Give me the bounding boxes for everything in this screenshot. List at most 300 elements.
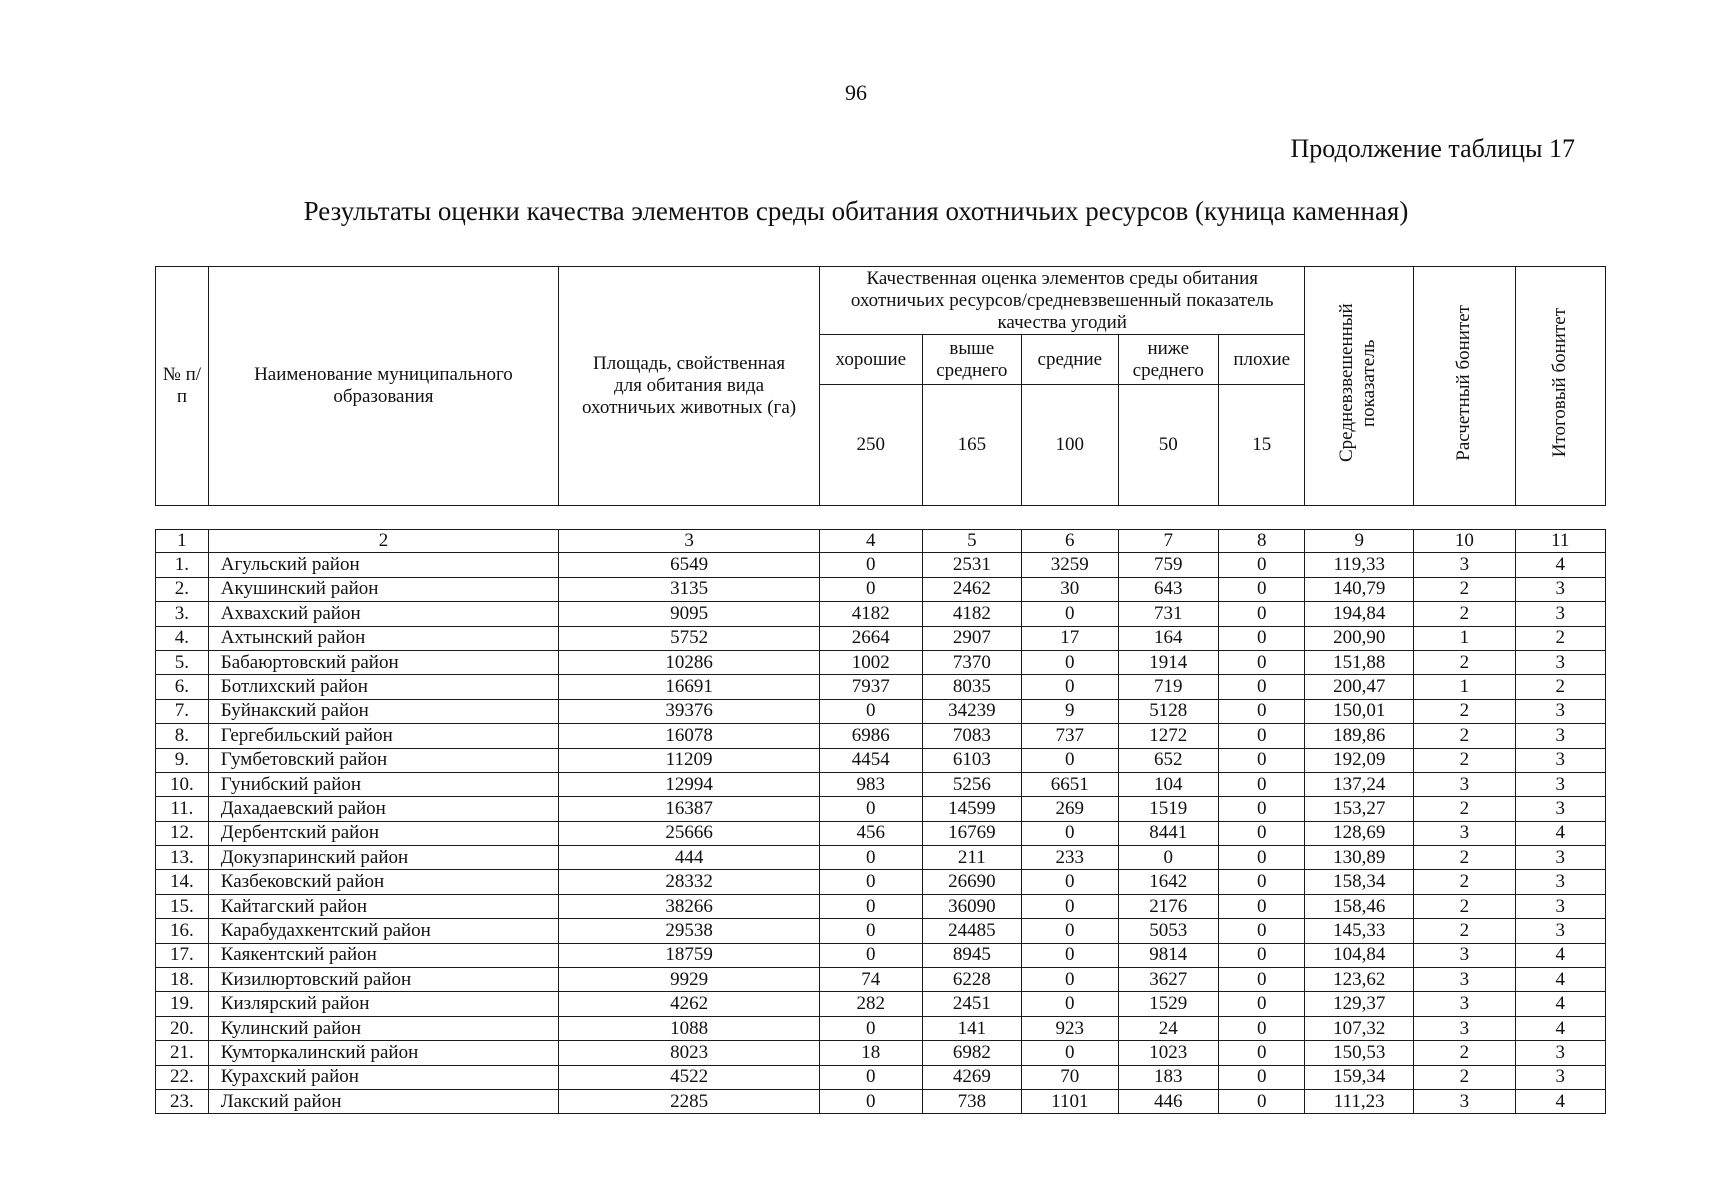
bad-area: 0 — [1219, 1016, 1305, 1040]
table-row — [156, 846, 1606, 870]
final-bonitet: 3 — [1515, 699, 1605, 723]
above-average-area: 2907 — [922, 626, 1022, 650]
weighted-index: 194,84 — [1305, 602, 1414, 626]
final-bonitet: 3 — [1515, 650, 1605, 674]
municipality-name: Кизилюртовский район — [208, 968, 558, 992]
table-row — [156, 919, 1606, 943]
municipality-name: Дербентский район — [208, 821, 558, 845]
table-row — [156, 748, 1606, 772]
calculated-bonitet: 2 — [1414, 919, 1516, 943]
habitat-area: 28332 — [559, 870, 820, 894]
calculated-bonitet: 3 — [1414, 968, 1516, 992]
column-number: 8 — [1219, 530, 1305, 553]
average-area: 0 — [1022, 894, 1118, 918]
below-average-area: 652 — [1118, 748, 1219, 772]
bad-area: 0 — [1219, 846, 1305, 870]
column-number: 3 — [559, 530, 820, 553]
table-row — [156, 772, 1606, 796]
final-bonitet: 3 — [1515, 870, 1605, 894]
below-average-area: 5128 — [1118, 699, 1219, 723]
table-row — [156, 699, 1606, 723]
header-above-average: выше среднего — [922, 335, 1022, 385]
habitat-area: 38266 — [559, 894, 820, 918]
weighted-index: 150,53 — [1305, 1041, 1414, 1065]
good-area: 0 — [820, 577, 923, 601]
below-average-area: 1023 — [1118, 1041, 1219, 1065]
average-area: 0 — [1022, 821, 1118, 845]
row-number: 18. — [156, 968, 209, 992]
municipality-name: Ахвахский район — [208, 602, 558, 626]
good-area: 4182 — [820, 602, 923, 626]
good-area: 6986 — [820, 724, 923, 748]
final-bonitet: 4 — [1515, 821, 1605, 845]
below-average-area: 164 — [1118, 626, 1219, 650]
row-number: 23. — [156, 1089, 209, 1113]
table-row — [156, 577, 1606, 601]
header-name: Наименование муниципального образования — [208, 267, 558, 506]
table-row — [156, 943, 1606, 967]
bad-area: 0 — [1219, 553, 1305, 577]
weighted-index: 104,84 — [1305, 943, 1414, 967]
bad-area: 0 — [1219, 797, 1305, 821]
table-row — [156, 675, 1606, 699]
table-row — [156, 626, 1606, 650]
habitat-area: 1088 — [559, 1016, 820, 1040]
average-area: 0 — [1022, 748, 1118, 772]
calculated-bonitet: 3 — [1414, 1016, 1516, 1040]
habitat-area: 6549 — [559, 553, 820, 577]
table-row — [156, 1016, 1606, 1040]
good-area: 0 — [820, 797, 923, 821]
row-number: 14. — [156, 870, 209, 894]
below-average-area: 643 — [1118, 577, 1219, 601]
header-area: Площадь, свойственная для обитания вида охотничьих животных (га) — [559, 267, 820, 506]
final-bonitet: 4 — [1515, 968, 1605, 992]
calculated-bonitet: 2 — [1414, 650, 1516, 674]
good-area: 0 — [820, 870, 923, 894]
average-area: 737 — [1022, 724, 1118, 748]
table-row — [156, 894, 1606, 918]
weighted-index: 151,88 — [1305, 650, 1414, 674]
below-average-area: 8441 — [1118, 821, 1219, 845]
good-area: 282 — [820, 992, 923, 1016]
weighted-index: 123,62 — [1305, 968, 1414, 992]
bad-area: 0 — [1219, 870, 1305, 894]
row-number: 5. — [156, 650, 209, 674]
table-row — [156, 968, 1606, 992]
habitat-area: 25666 — [559, 821, 820, 845]
row-number: 7. — [156, 699, 209, 723]
bad-area: 0 — [1219, 699, 1305, 723]
habitat-area: 10286 — [559, 650, 820, 674]
habitat-area: 16078 — [559, 724, 820, 748]
municipality-name: Ахтынский район — [208, 626, 558, 650]
above-average-area: 2451 — [922, 992, 1022, 1016]
average-area: 6651 — [1022, 772, 1118, 796]
below-average-area: 104 — [1118, 772, 1219, 796]
below-average-area: 3627 — [1118, 968, 1219, 992]
municipality-name: Лакский район — [208, 1089, 558, 1113]
weighted-index: 129,37 — [1305, 992, 1414, 1016]
calculated-bonitet: 2 — [1414, 797, 1516, 821]
above-average-area: 24485 — [922, 919, 1022, 943]
column-number: 1 — [156, 530, 209, 553]
below-average-area: 9814 — [1118, 943, 1219, 967]
row-number: 4. — [156, 626, 209, 650]
header-num: № п/п — [156, 267, 209, 506]
bad-area: 0 — [1219, 577, 1305, 601]
final-bonitet: 3 — [1515, 602, 1605, 626]
row-number: 9. — [156, 748, 209, 772]
row-number: 19. — [156, 992, 209, 1016]
bad-area: 0 — [1219, 943, 1305, 967]
weight-above-average: 165 — [922, 384, 1022, 505]
good-area: 0 — [820, 894, 923, 918]
weighted-index: 130,89 — [1305, 846, 1414, 870]
above-average-area: 8035 — [922, 675, 1022, 699]
header-weighted: Средневзвешенный показатель — [1305, 267, 1414, 506]
municipality-name: Гергебильский район — [208, 724, 558, 748]
calculated-bonitet: 2 — [1414, 577, 1516, 601]
habitat-area: 11209 — [559, 748, 820, 772]
above-average-area: 16769 — [922, 821, 1022, 845]
column-number-row — [156, 530, 1606, 553]
column-number: 9 — [1305, 530, 1414, 553]
column-number: 5 — [922, 530, 1022, 553]
above-average-area: 6982 — [922, 1041, 1022, 1065]
calculated-bonitet: 2 — [1414, 748, 1516, 772]
good-area: 0 — [820, 1016, 923, 1040]
final-bonitet: 3 — [1515, 919, 1605, 943]
calculated-bonitet: 3 — [1414, 553, 1516, 577]
municipality-name: Докузпаринский район — [208, 846, 558, 870]
table-row — [156, 870, 1606, 894]
table-row — [156, 821, 1606, 845]
final-bonitet: 3 — [1515, 772, 1605, 796]
bad-area: 0 — [1219, 821, 1305, 845]
final-bonitet: 3 — [1515, 748, 1605, 772]
habitat-area: 18759 — [559, 943, 820, 967]
habitat-area: 39376 — [559, 699, 820, 723]
bad-area: 0 — [1219, 650, 1305, 674]
good-area: 0 — [820, 553, 923, 577]
good-area: 0 — [820, 943, 923, 967]
calculated-bonitet: 2 — [1414, 1041, 1516, 1065]
header-below-average: ниже среднего — [1118, 335, 1219, 385]
good-area: 4454 — [820, 748, 923, 772]
below-average-area: 1642 — [1118, 870, 1219, 894]
weighted-index: 153,27 — [1305, 797, 1414, 821]
below-average-area: 2176 — [1118, 894, 1219, 918]
municipality-name: Кулинский район — [208, 1016, 558, 1040]
average-area: 0 — [1022, 1041, 1118, 1065]
average-area: 0 — [1022, 650, 1118, 674]
below-average-area: 183 — [1118, 1065, 1219, 1089]
final-bonitet: 3 — [1515, 797, 1605, 821]
calculated-bonitet: 1 — [1414, 675, 1516, 699]
good-area: 456 — [820, 821, 923, 845]
above-average-area: 14599 — [922, 797, 1022, 821]
header-gap — [156, 506, 1606, 530]
average-area: 233 — [1022, 846, 1118, 870]
average-area: 0 — [1022, 919, 1118, 943]
habitat-area: 2285 — [559, 1089, 820, 1113]
habitat-area: 16387 — [559, 797, 820, 821]
habitat-area: 16691 — [559, 675, 820, 699]
habitat-area: 4262 — [559, 992, 820, 1016]
calculated-bonitet: 2 — [1414, 870, 1516, 894]
habitat-area: 29538 — [559, 919, 820, 943]
row-number: 11. — [156, 797, 209, 821]
above-average-area: 6228 — [922, 968, 1022, 992]
weighted-index: 158,46 — [1305, 894, 1414, 918]
average-area: 70 — [1022, 1065, 1118, 1089]
below-average-area: 1529 — [1118, 992, 1219, 1016]
calculated-bonitet: 3 — [1414, 821, 1516, 845]
header-bad: плохие — [1219, 335, 1305, 385]
bad-area: 0 — [1219, 1065, 1305, 1089]
weighted-index: 111,23 — [1305, 1089, 1414, 1113]
below-average-area: 24 — [1118, 1016, 1219, 1040]
final-bonitet: 4 — [1515, 1016, 1605, 1040]
row-number: 6. — [156, 675, 209, 699]
above-average-area: 141 — [922, 1016, 1022, 1040]
page-number: 96 — [845, 80, 867, 105]
weighted-index: 145,33 — [1305, 919, 1414, 943]
column-number: 11 — [1515, 530, 1605, 553]
final-bonitet: 4 — [1515, 943, 1605, 967]
below-average-area: 1914 — [1118, 650, 1219, 674]
header-calc-bonitet: Расчетный бонитет — [1414, 267, 1516, 506]
weighted-index: 150,01 — [1305, 699, 1414, 723]
row-number: 8. — [156, 724, 209, 748]
row-number: 22. — [156, 1065, 209, 1089]
bad-area: 0 — [1219, 992, 1305, 1016]
final-bonitet: 2 — [1515, 626, 1605, 650]
municipality-name: Гумбетовский район — [208, 748, 558, 772]
calculated-bonitet: 2 — [1414, 699, 1516, 723]
average-area: 0 — [1022, 992, 1118, 1016]
calculated-bonitet: 2 — [1414, 894, 1516, 918]
weighted-index: 128,69 — [1305, 821, 1414, 845]
row-number: 16. — [156, 919, 209, 943]
bad-area: 0 — [1219, 894, 1305, 918]
above-average-area: 5256 — [922, 772, 1022, 796]
calculated-bonitet: 2 — [1414, 602, 1516, 626]
table-row — [156, 1089, 1606, 1113]
table-row — [156, 650, 1606, 674]
bad-area: 0 — [1219, 675, 1305, 699]
weighted-index: 137,24 — [1305, 772, 1414, 796]
final-bonitet: 2 — [1515, 675, 1605, 699]
good-area: 1002 — [820, 650, 923, 674]
municipality-name: Казбековский район — [208, 870, 558, 894]
table-row — [156, 553, 1606, 577]
average-area: 923 — [1022, 1016, 1118, 1040]
good-area: 7937 — [820, 675, 923, 699]
average-area: 3259 — [1022, 553, 1118, 577]
row-number: 13. — [156, 846, 209, 870]
above-average-area: 2531 — [922, 553, 1022, 577]
above-average-area: 7083 — [922, 724, 1022, 748]
average-area: 9 — [1022, 699, 1118, 723]
average-area: 1101 — [1022, 1089, 1118, 1113]
table-row — [156, 992, 1606, 1016]
average-area: 17 — [1022, 626, 1118, 650]
bad-area: 0 — [1219, 968, 1305, 992]
final-bonitet: 3 — [1515, 1065, 1605, 1089]
below-average-area: 719 — [1118, 675, 1219, 699]
good-area: 0 — [820, 846, 923, 870]
calculated-bonitet: 3 — [1414, 1089, 1516, 1113]
habitat-area: 9095 — [559, 602, 820, 626]
calculated-bonitet: 2 — [1414, 846, 1516, 870]
bad-area: 0 — [1219, 602, 1305, 626]
average-area: 0 — [1022, 943, 1118, 967]
column-number: 7 — [1118, 530, 1219, 553]
calculated-bonitet: 3 — [1414, 772, 1516, 796]
municipality-name: Кайтагский район — [208, 894, 558, 918]
municipality-name: Курахский район — [208, 1065, 558, 1089]
weighted-index: 200,90 — [1305, 626, 1414, 650]
table-row — [156, 1041, 1606, 1065]
below-average-area: 5053 — [1118, 919, 1219, 943]
weight-below-average: 50 — [1118, 384, 1219, 505]
final-bonitet: 3 — [1515, 1041, 1605, 1065]
weighted-index: 189,86 — [1305, 724, 1414, 748]
habitat-area: 12994 — [559, 772, 820, 796]
bad-area: 0 — [1219, 772, 1305, 796]
below-average-area: 731 — [1118, 602, 1219, 626]
weight-average: 100 — [1022, 384, 1118, 505]
column-number: 2 — [208, 530, 558, 553]
results-table — [155, 266, 1606, 1114]
good-area: 0 — [820, 919, 923, 943]
row-number: 2. — [156, 577, 209, 601]
final-bonitet: 3 — [1515, 577, 1605, 601]
calculated-bonitet: 3 — [1414, 992, 1516, 1016]
table-header — [156, 267, 1606, 506]
header-average: средние — [1022, 335, 1118, 385]
municipality-name: Буйнакский район — [208, 699, 558, 723]
municipality-name: Кумторкалинский район — [208, 1041, 558, 1065]
above-average-area: 8945 — [922, 943, 1022, 967]
weighted-index: 107,32 — [1305, 1016, 1414, 1040]
calculated-bonitet: 3 — [1414, 943, 1516, 967]
calculated-bonitet: 2 — [1414, 724, 1516, 748]
good-area: 0 — [820, 1089, 923, 1113]
column-number: 10 — [1414, 530, 1516, 553]
final-bonitet: 4 — [1515, 553, 1605, 577]
above-average-area: 26690 — [922, 870, 1022, 894]
average-area: 30 — [1022, 577, 1118, 601]
header-good: хорошие — [820, 335, 923, 385]
average-area: 0 — [1022, 968, 1118, 992]
above-average-area: 6103 — [922, 748, 1022, 772]
document-title: Результаты оценки качества элементов среды обитания охотничьих ресурсов (куница каменная) — [303, 196, 1409, 226]
municipality-name: Ботлихский район — [208, 675, 558, 699]
row-number: 10. — [156, 772, 209, 796]
final-bonitet: 4 — [1515, 992, 1605, 1016]
municipality-name: Каякентский район — [208, 943, 558, 967]
final-bonitet: 3 — [1515, 724, 1605, 748]
municipality-name: Кизлярский район — [208, 992, 558, 1016]
weighted-index: 159,34 — [1305, 1065, 1414, 1089]
row-number: 17. — [156, 943, 209, 967]
municipality-name: Гунибский район — [208, 772, 558, 796]
table-row — [156, 797, 1606, 821]
above-average-area: 2462 — [922, 577, 1022, 601]
above-average-area: 211 — [922, 846, 1022, 870]
row-number: 20. — [156, 1016, 209, 1040]
row-number: 15. — [156, 894, 209, 918]
bad-area: 0 — [1219, 626, 1305, 650]
good-area: 0 — [820, 699, 923, 723]
below-average-area: 446 — [1118, 1089, 1219, 1113]
good-area: 2664 — [820, 626, 923, 650]
municipality-name: Агульский район — [208, 553, 558, 577]
above-average-area: 36090 — [922, 894, 1022, 918]
bad-area: 0 — [1219, 724, 1305, 748]
weighted-index: 119,33 — [1305, 553, 1414, 577]
table-continuation-label: Продолжение таблицы 17 — [1290, 134, 1575, 163]
header-quality-group: Качественная оценка элементов среды обитания охотничьих ресурсов/средневзвешенный показатель качества угодий — [820, 267, 1305, 335]
average-area: 269 — [1022, 797, 1118, 821]
municipality-name: Дахадаевский район — [208, 797, 558, 821]
table-body — [156, 506, 1606, 1114]
habitat-area: 3135 — [559, 577, 820, 601]
final-bonitet: 3 — [1515, 894, 1605, 918]
table-row — [156, 602, 1606, 626]
table-row — [156, 1065, 1606, 1089]
above-average-area: 4182 — [922, 602, 1022, 626]
below-average-area: 0 — [1118, 846, 1219, 870]
bad-area: 0 — [1219, 748, 1305, 772]
row-number: 21. — [156, 1041, 209, 1065]
average-area: 0 — [1022, 675, 1118, 699]
weight-bad: 15 — [1219, 384, 1305, 505]
above-average-area: 34239 — [922, 699, 1022, 723]
municipality-name: Бабаюртовский район — [208, 650, 558, 674]
below-average-area: 1272 — [1118, 724, 1219, 748]
municipality-name: Акушинский район — [208, 577, 558, 601]
bad-area: 0 — [1219, 1089, 1305, 1113]
below-average-area: 759 — [1118, 553, 1219, 577]
municipality-name: Карабудахкентский район — [208, 919, 558, 943]
above-average-area: 7370 — [922, 650, 1022, 674]
average-area: 0 — [1022, 602, 1118, 626]
final-bonitet: 3 — [1515, 846, 1605, 870]
bad-area: 0 — [1219, 1041, 1305, 1065]
habitat-area: 5752 — [559, 626, 820, 650]
calculated-bonitet: 2 — [1414, 1065, 1516, 1089]
column-number: 6 — [1022, 530, 1118, 553]
habitat-area: 4522 — [559, 1065, 820, 1089]
row-number: 1. — [156, 553, 209, 577]
bad-area: 0 — [1219, 919, 1305, 943]
above-average-area: 738 — [922, 1089, 1022, 1113]
good-area: 0 — [820, 1065, 923, 1089]
weight-good: 250 — [820, 384, 923, 505]
final-bonitet: 4 — [1515, 1089, 1605, 1113]
table-row — [156, 724, 1606, 748]
calculated-bonitet: 1 — [1414, 626, 1516, 650]
habitat-area: 8023 — [559, 1041, 820, 1065]
row-number: 12. — [156, 821, 209, 845]
column-number: 4 — [820, 530, 923, 553]
row-number: 3. — [156, 602, 209, 626]
good-area: 18 — [820, 1041, 923, 1065]
